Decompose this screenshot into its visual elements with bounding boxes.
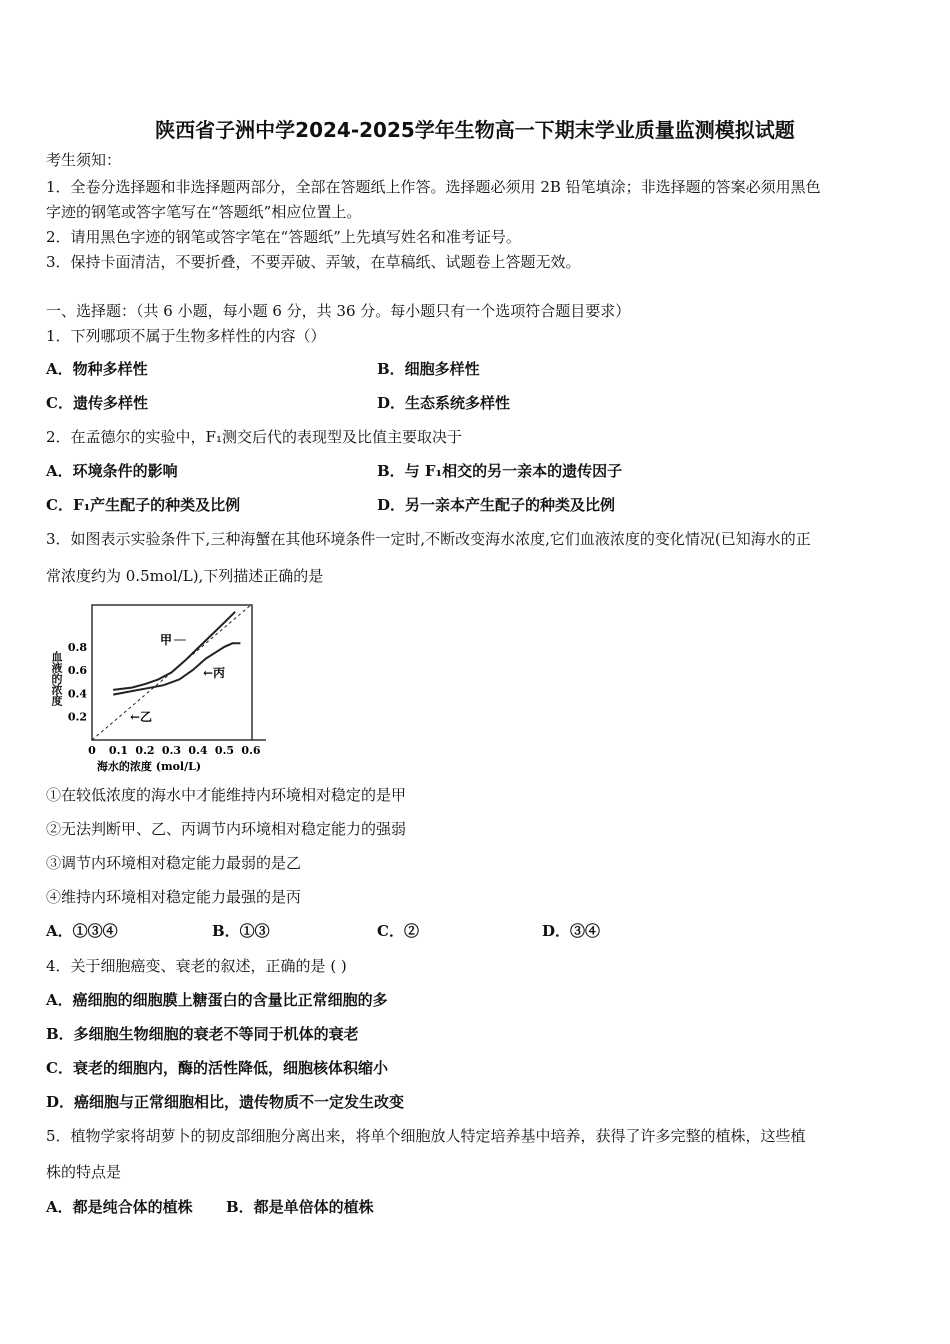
- q2-option-a: A．环境条件的影响: [46, 462, 178, 480]
- section-heading: 一、选择题：（共 6 小题，每小题 6 分，共 36 分。每小题只有一个选项符合题目要求）: [46, 302, 631, 320]
- x-tick-label: 0: [88, 744, 96, 757]
- q3-option-d: D．③④: [542, 922, 601, 940]
- notice-item: 3．保持卡面清洁，不要折叠，不要弄破、弄皱，在草稿纸、试题卷上答题无效。: [46, 253, 581, 271]
- q3-stem: 3．如图表示实验条件下,三种海蟹在其他环境条件一定时,不断改变海水浓度,它们血液浓度的变化情况(已知海水的正: [46, 530, 811, 548]
- q3-stem-cont: 常浓度约为 0.5mol/L),下列描述正确的是: [46, 567, 324, 585]
- label-bing: ←丙: [203, 666, 226, 680]
- q4-option-c: C．衰老的细胞内，酶的活性降低，细胞核体积缩小: [46, 1059, 388, 1077]
- x-tick-label: 0.6: [241, 744, 261, 757]
- q1-stem: 1．下列哪项不属于生物多样性的内容（）: [46, 327, 326, 345]
- notice-item: 2．请用黑色字迹的钢笔或答字笔在“答题纸”上先填写姓名和准考证号。: [46, 228, 521, 246]
- x-tick-label: 0.2: [135, 744, 155, 757]
- x-tick-label: 0.1: [108, 744, 129, 757]
- q2-option-c: C．F₁产生配子的种类及比例: [46, 496, 241, 514]
- q3-statement-1: ①在较低浓度的海水中才能维持内环境相对稳定的是甲: [46, 786, 407, 804]
- q1-option-c: C．遗传多样性: [46, 394, 148, 412]
- q1-option-b: B．细胞多样性: [377, 360, 480, 378]
- q5-stem: 5．植物学家将胡萝卜的韧皮部细胞分离出来，将单个细胞放人特定培养基中培养，获得了许多完整的植株，这些植: [46, 1127, 806, 1145]
- q2-stem: 2．在孟德尔的实验中，F₁测交后代的表现型及比值主要取决于: [46, 428, 462, 446]
- q4-option-b: B．多细胞生物细胞的衰老不等同于机体的衰老: [46, 1025, 359, 1043]
- x-tick-label: 0.4: [188, 744, 208, 757]
- q2-option-b: B．与 F₁相交的另一亲本的遗传因子: [377, 462, 623, 480]
- y-tick-label: 0.8: [67, 640, 87, 654]
- q3-statement-4: ④维持内环境相对稳定能力最强的是丙: [46, 888, 302, 906]
- y-tick-label: 0.6: [67, 664, 87, 678]
- q3-option-a: A．①③④: [46, 922, 118, 940]
- q3-statement-3: ③调节内环境相对稳定能力最弱的是乙: [46, 854, 302, 872]
- x-tick-label: 0.5: [214, 744, 235, 757]
- q1-option-d: D．生态系统多样性: [377, 394, 511, 412]
- q5-option-a: A．都是纯合体的植株: [46, 1198, 193, 1216]
- series-line-乙: [92, 605, 251, 740]
- label-yi: ←乙: [130, 710, 153, 724]
- y-axis-label: 血液的浓度: [50, 651, 63, 706]
- notice-heading: 考生须知：: [46, 151, 122, 169]
- y-tick-label: 0.2: [67, 710, 87, 724]
- q3-option-c: C．②: [377, 922, 419, 940]
- q5-stem-cont: 株的特点是: [46, 1163, 122, 1181]
- q3-statement-2: ②无法判断甲、乙、丙调节内环境相对稳定能力的强弱: [46, 820, 407, 838]
- notice-item: 1．全卷分选择题和非选择题两部分，全部在答题纸上作答。选择题必须用 2B 铅笔填涂；非选择题的答案必须用黑色: [46, 178, 821, 196]
- notice-item: 字迹的钢笔或答字笔写在“答题纸”相应位置上。: [46, 203, 362, 221]
- q4-option-d: D．癌细胞与正常细胞相比，遗传物质不一定发生改变: [46, 1093, 405, 1111]
- q2-option-d: D．另一亲本产生配子的种类及比例: [377, 496, 616, 514]
- label-jia: 甲: [160, 633, 173, 647]
- q3-option-b: B．①③: [212, 922, 270, 940]
- q5-option-b: B．都是单倍体的植株: [226, 1198, 374, 1216]
- q4-stem: 4．关于细胞癌变、衰老的叙述，正确的是 ( ): [46, 957, 347, 975]
- y-tick-label: 0.4: [67, 687, 87, 701]
- q1-option-a: A．物种多样性: [46, 360, 148, 378]
- x-tick-label: 0.3: [161, 744, 182, 757]
- page-title: 陕西省子洲中学2024-2025学年生物高一下期末学业质量监测模拟试题: [155, 118, 795, 142]
- q4-option-a: A．癌细胞的细胞膜上糖蛋白的含量比正常细胞的多: [46, 991, 388, 1009]
- x-axis-label: 海水的浓度 (mol/L): [96, 760, 202, 773]
